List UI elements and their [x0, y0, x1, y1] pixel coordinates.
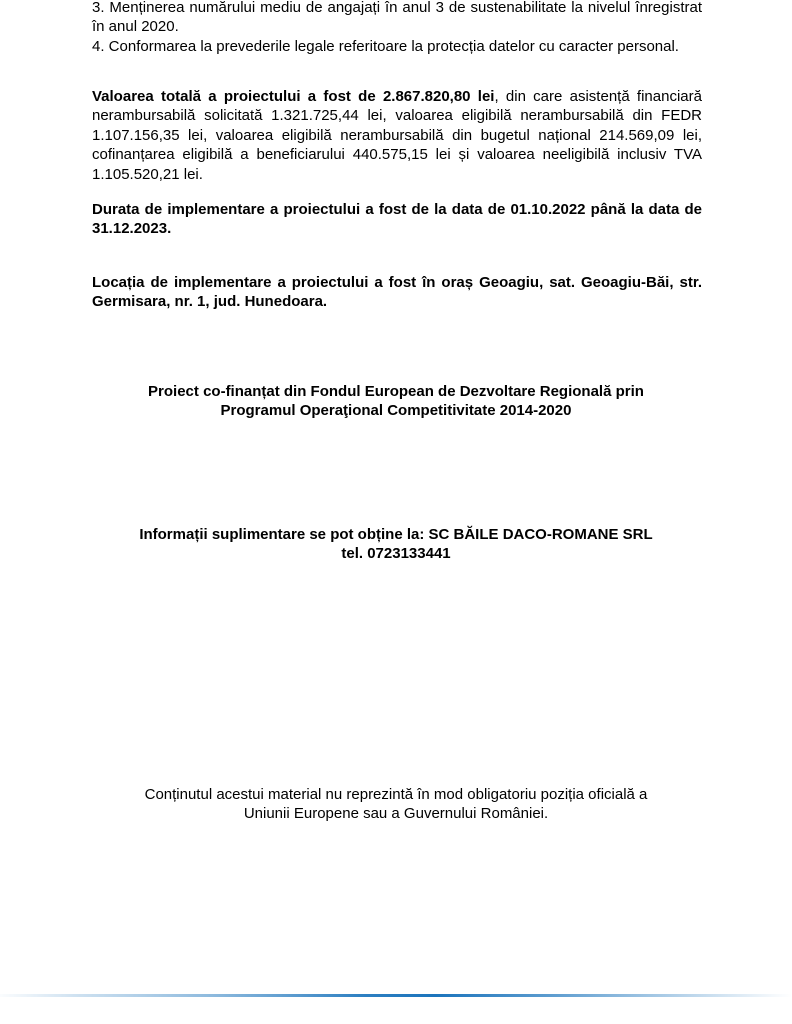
list-item-4: 4. Conformarea la prevederile legale referitoare la protecția datelor cu caracter personal.	[92, 37, 679, 55]
footer-divider-line	[0, 994, 792, 997]
cofinancing-line-2: Programul Operaţional Competitivitate 2014-2020	[220, 402, 572, 420]
contact-phone: tel. 0723133441	[341, 545, 451, 563]
objectives-list	[92, 0, 702, 56]
duration-section	[92, 200, 702, 239]
duration-paragraph: Durata de implementare a proiectului a fost de la data de 01.10.2022 până la data de 31.12.2023.	[92, 201, 702, 238]
contact-info	[0, 525, 792, 564]
disclaimer	[0, 785, 792, 824]
list-item-3: 3. Menținerea numărului mediu de angajați în anul 3 de sustenabilitate la nivelul înregistrat în anul 2020.	[92, 0, 702, 36]
project-value-bold-lead: Valoarea totală a proiectului a fost de 2.867.820,80 lei	[92, 88, 495, 105]
disclaimer-line-1: Conținutul acestui material nu reprezintă în mod obligatoriu poziția oficială a	[144, 786, 648, 803]
location-section	[92, 273, 702, 312]
project-value-paragraph	[92, 87, 702, 184]
cofinancing-statement	[0, 382, 792, 421]
project-value-detail: , din care asistență financiară nerambursabilă solicitată 1.321.725,44 lei, valoarea eligibilă nerambursabilă din FEDR 1.107.156,35 lei, valoarea eligibilă nerambursabilă din bugetul național 214.569,09 lei, cofinanțarea eligibilă a beneficiarului 440.575,15 lei și valoarea neeligibilă inclusiv TVA 1.105.520,21 lei.	[92, 88, 702, 183]
cofinancing-line-1: Proiect co-finanțat din Fondul European de Dezvoltare Regională prin	[148, 383, 644, 400]
project-value-section	[92, 87, 702, 184]
contact-line-1: Informații suplimentare se pot obține la: SC BĂILE DACO-ROMANE SRL	[139, 526, 653, 543]
location-paragraph: Locația de implementare a proiectului a fost în oraș Geoagiu, sat. Geoagiu-Băi, str. Germisara, nr. 1, jud. Hunedoara.	[92, 274, 702, 311]
disclaimer-line-2: Uniunii Europene sau a Guvernului României.	[243, 805, 549, 823]
